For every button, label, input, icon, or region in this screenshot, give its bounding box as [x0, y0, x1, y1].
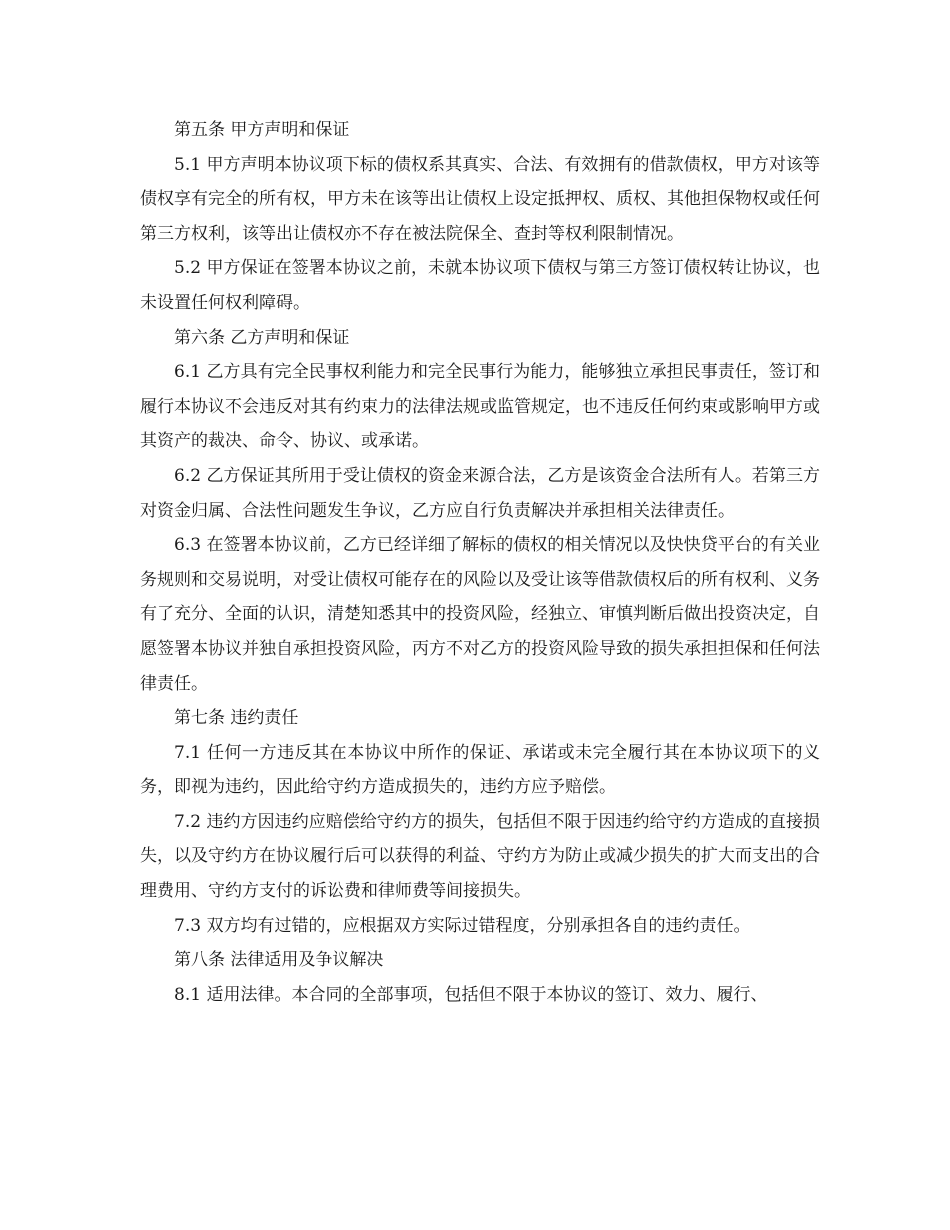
clause-6-3: 6.3 在签署本协议前，乙方已经详细了解标的债权的相关情况以及快快贷平台的有关业务规则和交易说明，对受让债权可能存在的风险以及受让该等借款债权后的所有权利、义务有了充分、全面的认识，清楚知悉其中的投资风险，经独立、审慎判断后做出投资决定，自愿签署本协议并独自承担投资风险，丙方不对乙方的投资风险导致的损失承担担保和任何法律责任。 — [140, 535, 820, 694]
clause-8-1: 8.1 适用法律。本合同的全部事项，包括但不限于本协议的签订、效力、履行、 — [174, 984, 768, 1005]
clause-7-2: 7.2 违约方因违约应赔偿给守约方的损失，包括但不限于因违约给守约方造成的直接损失，以及守约方在协议履行后可以获得的利益、守约方为防止或减少损失的扩大而支出的合理费用、守约方支付的诉讼费和律师费等间接损失。 — [140, 811, 820, 902]
article-5-heading: 第五条 甲方声明和保证 — [174, 120, 350, 140]
clause-5-2: 5.2 甲方保证在签署本协议之前，未就本协议项下债权与第三方签订债权转让协议，也未设置任何权利障碍。 — [140, 258, 820, 313]
document-body — [140, 113, 820, 1012]
article-6-heading: 第六条 乙方声明和保证 — [174, 327, 350, 348]
clause-7-3: 7.3 双方均有过错的，应根据双方实际过错程度，分别承担各自的违约责任。 — [174, 915, 751, 936]
clause-6-2: 6.2 乙方保证其所用于受让债权的资金来源合法，乙方是该资金合法所有人。若第三方对资金归属、合法性问题发生争议，乙方应自行负责解决并承担相关法律责任。 — [140, 465, 820, 521]
clause-6-1: 6.1 乙方具有完全民事权利能力和完全民事行为能力，能够独立承担民事责任，签订和履行本协议不会违反对其有约束力的法律法规或监管规定，也不违反任何约束或影响甲方或其资产的裁决、命令、协议、或承诺。 — [140, 362, 820, 452]
article-7-heading: 第七条 违约责任 — [174, 708, 299, 729]
clause-7-1: 7.1 任何一方违反其在本协议中所作的保证、承诺或未完全履行其在本协议项下的义务，即视为违约，因此给守约方造成损失的，违约方应予赔偿。 — [140, 742, 820, 798]
clause-5-1: 5.1 甲方声明本协议项下标的债权系其真实、合法、有效拥有的借款债权，甲方对该等债权享有完全的所有权，甲方未在该等出让债权上设定抵押权、质权、其他担保物权或任何第三方权利，该等出让债权亦不存在被法院保全、查封等权利限制情况。 — [140, 154, 820, 244]
article-8-heading: 第八条 法律适用及争议解决 — [174, 950, 384, 971]
